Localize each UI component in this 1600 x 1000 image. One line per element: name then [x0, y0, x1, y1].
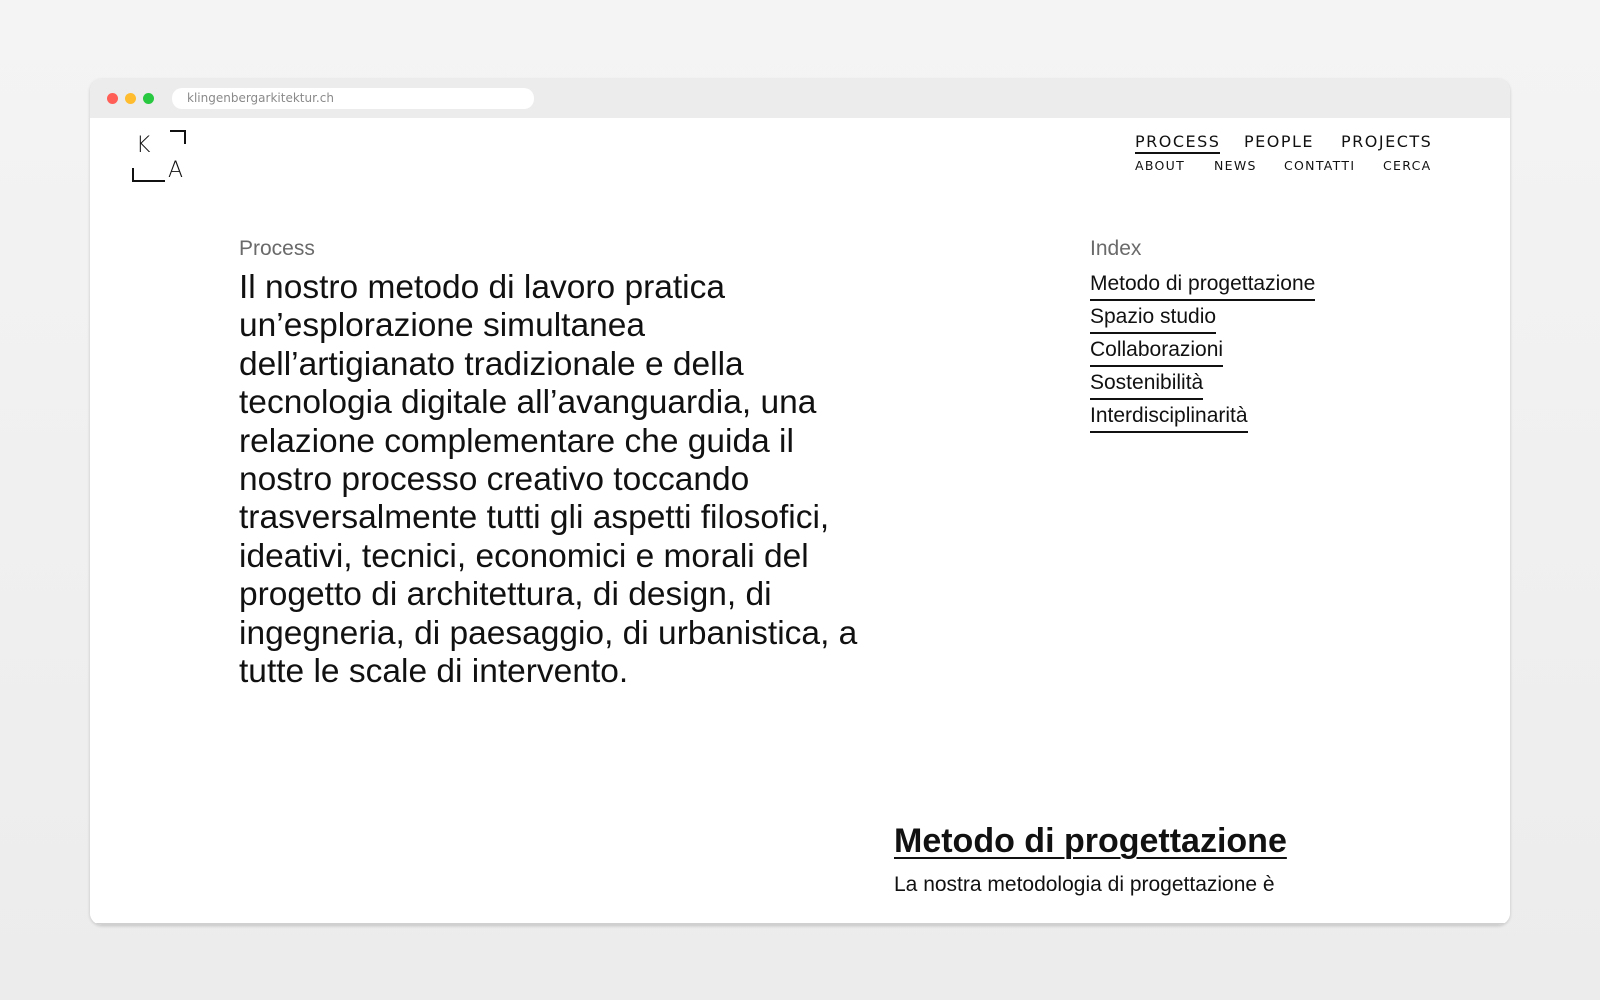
- index-link-sostenibilita[interactable]: Sostenibilità: [1090, 370, 1203, 400]
- index-item: [1090, 271, 1315, 304]
- index-item: [1090, 370, 1315, 403]
- index-item: [1090, 337, 1315, 370]
- nav-news[interactable]: NEWS: [1214, 158, 1257, 173]
- close-window-button[interactable]: [107, 93, 118, 104]
- browser-window: [90, 79, 1510, 925]
- section-body: La nostra metodologia di progettazione è: [894, 873, 1275, 896]
- index-link-interdisciplinarita[interactable]: Interdisciplinarità: [1090, 403, 1248, 433]
- nav-cerca[interactable]: CERCA: [1383, 158, 1432, 173]
- index-link-metodo[interactable]: Metodo di progettazione: [1090, 271, 1315, 301]
- section-heading[interactable]: Metodo di progettazione: [894, 822, 1287, 860]
- index-list: [1090, 271, 1315, 436]
- site-logo[interactable]: [132, 130, 190, 186]
- window-bottom-edge: [90, 923, 1510, 925]
- index-label: Index: [1090, 237, 1142, 260]
- index-link-spazio-studio[interactable]: Spazio studio: [1090, 304, 1216, 334]
- address-bar[interactable]: klingenbergarkitektur.ch: [172, 88, 534, 109]
- index-item: [1090, 304, 1315, 337]
- nav-about[interactable]: ABOUT: [1135, 158, 1186, 173]
- index-item: [1090, 403, 1315, 436]
- page: [90, 118, 1510, 923]
- browser-toolbar: [90, 79, 1510, 118]
- nav-projects[interactable]: PROJECTS: [1341, 132, 1433, 151]
- nav-contatti[interactable]: CONTATTI: [1284, 158, 1356, 173]
- logo-letter-k: K: [136, 133, 151, 158]
- page-section-label: Process: [239, 237, 315, 260]
- index-link-collaborazioni[interactable]: Collaborazioni: [1090, 337, 1223, 367]
- logo-corner-bottom-left: [132, 168, 165, 182]
- minimize-window-button[interactable]: [125, 93, 136, 104]
- maximize-window-button[interactable]: [143, 93, 154, 104]
- logo-corner-top-right: [170, 130, 186, 144]
- intro-paragraph: Il nostro metodo di lavoro pratica un’esplorazione simultanea dell’artigianato tradizionale e della tecnologia digitale all’avanguardia, una relazione complementare che guida il nostro processo creativo toccando trasversalmente tutti gli aspetti filosofici, ideativi, tecnici, economici e morali del progetto di architettura, di design, di ingegneria, di paesaggio, di urbanistica, a tutte le scale di intervento.: [239, 269, 858, 691]
- logo-letter-a: A: [168, 158, 184, 183]
- nav-people[interactable]: PEOPLE: [1244, 132, 1315, 151]
- nav-process[interactable]: PROCESS: [1135, 132, 1220, 154]
